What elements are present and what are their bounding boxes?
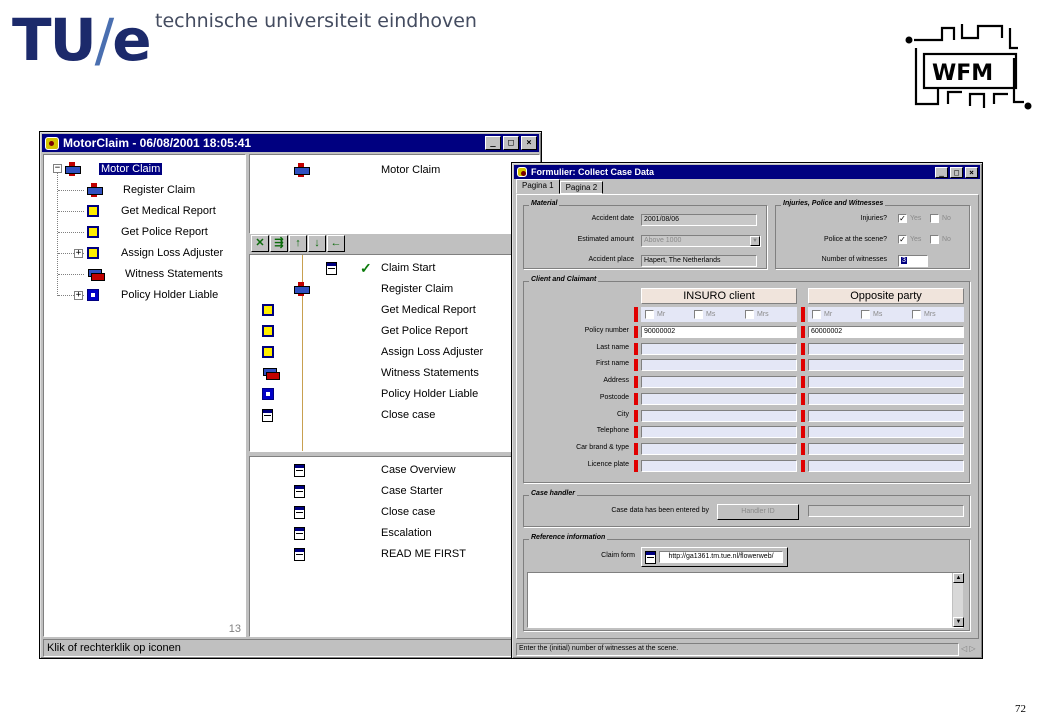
tree-item-get-medical-report[interactable] bbox=[87, 202, 216, 220]
task-icon bbox=[87, 247, 99, 259]
formulier-titlebar[interactable] bbox=[514, 165, 980, 179]
client-city-field[interactable] bbox=[641, 410, 797, 422]
tree-root-label: Motor Claim bbox=[101, 163, 161, 175]
step-label: Close case bbox=[381, 409, 436, 421]
client-policy-number-field[interactable]: 90000002 bbox=[641, 326, 797, 338]
document-icon bbox=[326, 262, 337, 275]
tab-pagina-2[interactable]: Pagina 2 bbox=[560, 181, 604, 194]
required-marker bbox=[801, 426, 805, 438]
multi-process-icon bbox=[87, 267, 103, 281]
document-list-pane bbox=[249, 456, 540, 637]
move-up-button[interactable]: ↑ bbox=[289, 235, 307, 252]
document-read-me-first[interactable] bbox=[294, 545, 305, 563]
checkmark-icon: ✓ bbox=[360, 259, 372, 276]
document-icon bbox=[262, 409, 273, 422]
material-title: Material bbox=[531, 200, 558, 207]
material-group bbox=[523, 200, 767, 269]
claim-form-url[interactable]: http://ga1361.tm.tue.nl/flowerweb/ bbox=[659, 551, 783, 563]
nav-arrows-icon[interactable]: ◁ ▷ bbox=[961, 644, 976, 653]
step-assign-loss-adjuster[interactable] bbox=[262, 343, 274, 361]
item-count: 13 bbox=[228, 623, 241, 635]
opposite-address-field[interactable] bbox=[808, 376, 964, 388]
scroll-down-icon[interactable]: ▼ bbox=[953, 617, 964, 627]
client-address-field[interactable] bbox=[641, 376, 797, 388]
document-close-case[interactable] bbox=[294, 503, 305, 521]
field-label-licence-plate: Licence plate bbox=[587, 460, 629, 468]
close-button[interactable]: × bbox=[521, 136, 537, 150]
step-witness-statements[interactable] bbox=[262, 364, 278, 382]
process-icon bbox=[294, 163, 308, 177]
step-label: Policy Holder Liable bbox=[381, 388, 479, 400]
form-page bbox=[516, 194, 979, 639]
step-label: Assign Loss Adjuster bbox=[381, 346, 484, 358]
required-marker bbox=[801, 307, 805, 322]
injuries-yes-checkbox[interactable]: ✓ Yes bbox=[899, 214, 922, 223]
document-label: Case Starter bbox=[381, 485, 443, 497]
required-marker bbox=[801, 460, 805, 472]
client-telephone-field[interactable] bbox=[641, 426, 797, 438]
document-case-starter[interactable] bbox=[294, 482, 305, 500]
required-marker bbox=[801, 410, 805, 422]
reference-notes-textarea[interactable] bbox=[527, 572, 963, 628]
expand-toggle[interactable]: + bbox=[75, 290, 82, 300]
tree-root[interactable] bbox=[65, 160, 162, 178]
required-marker bbox=[634, 460, 638, 472]
motorclaim-titlebar[interactable] bbox=[42, 134, 539, 152]
tue-logo: TU/e bbox=[12, 6, 150, 74]
client-first-name-field[interactable] bbox=[641, 359, 797, 371]
required-marker bbox=[634, 393, 638, 405]
injuries-no-checkbox[interactable]: No bbox=[930, 214, 951, 223]
task-icon bbox=[262, 325, 274, 337]
document-icon bbox=[294, 464, 305, 477]
required-marker bbox=[801, 343, 805, 355]
document-label: Case Overview bbox=[381, 464, 456, 476]
opposite-licence-plate-field[interactable] bbox=[808, 460, 964, 472]
opposite-city-field[interactable] bbox=[808, 410, 964, 422]
required-marker bbox=[801, 393, 805, 405]
tree-item-label: Assign Loss Adjuster bbox=[121, 247, 224, 259]
task-icon bbox=[262, 346, 274, 358]
expand-toggle[interactable]: + bbox=[75, 248, 82, 258]
document-label: Escalation bbox=[381, 527, 432, 539]
tree-item-label: Get Police Report bbox=[121, 226, 208, 238]
opposite-ms-checkbox[interactable]: Ms bbox=[861, 310, 882, 319]
step-get-police-report[interactable] bbox=[262, 322, 274, 340]
process-icon bbox=[87, 183, 101, 197]
motorclaim-window bbox=[39, 131, 542, 659]
step-label: Get Police Report bbox=[381, 325, 468, 337]
client-postcode-field[interactable] bbox=[641, 393, 797, 405]
police-no-checkbox[interactable]: No bbox=[930, 235, 951, 244]
task-icon bbox=[262, 304, 274, 316]
cut-button[interactable]: ✕ bbox=[251, 235, 269, 252]
step-get-medical-report[interactable] bbox=[262, 301, 274, 319]
injuries-group bbox=[775, 200, 970, 269]
task-icon bbox=[87, 205, 99, 217]
required-marker bbox=[634, 343, 638, 355]
document-icon bbox=[294, 527, 305, 540]
field-label-first-name: First name bbox=[595, 360, 629, 368]
estimated-amount-label: Estimated amount bbox=[577, 236, 634, 243]
opposite-party-header: Opposite party bbox=[808, 288, 964, 304]
process-header-label: Motor Claim bbox=[381, 164, 441, 176]
client-group bbox=[523, 276, 970, 483]
accident-date-label: Accident date bbox=[591, 215, 634, 222]
step-claim-start[interactable] bbox=[326, 259, 337, 277]
step-list-pane bbox=[249, 254, 540, 452]
minimize-button[interactable]: _ bbox=[935, 167, 948, 178]
app-icon bbox=[517, 167, 527, 177]
required-marker bbox=[801, 359, 805, 371]
multi-process-icon bbox=[262, 366, 278, 380]
estimated-amount-select[interactable]: Above 1000 ▼ bbox=[641, 235, 761, 247]
field-label-address: Address bbox=[603, 377, 629, 385]
document-icon bbox=[645, 551, 656, 564]
document-icon bbox=[294, 548, 305, 561]
step-register-claim[interactable] bbox=[294, 280, 308, 298]
formulier-window bbox=[511, 162, 983, 659]
client-licence-plate-field[interactable] bbox=[641, 460, 797, 472]
client-ms-checkbox[interactable]: Ms bbox=[694, 310, 715, 319]
document-icon bbox=[294, 485, 305, 498]
client-mr-checkbox[interactable]: Mr bbox=[645, 310, 665, 319]
witnesses-label: Number of witnesses bbox=[821, 256, 887, 263]
process-header-row[interactable] bbox=[294, 161, 308, 179]
page-number: 72 bbox=[1015, 703, 1026, 715]
document-icon bbox=[294, 506, 305, 519]
field-label-city: City bbox=[616, 410, 629, 418]
tab-pagina-1[interactable]: Pagina 1 bbox=[516, 179, 560, 194]
merge-button[interactable]: ⇶ bbox=[270, 235, 288, 252]
document-escalation[interactable] bbox=[294, 524, 305, 542]
opposite-postcode-field[interactable] bbox=[808, 393, 964, 405]
wfm-logo-text: WFM bbox=[932, 61, 994, 86]
case-handler-label: Case data has been entered by bbox=[611, 507, 709, 514]
injuries-title: Injuries, Police and Witnesses bbox=[783, 200, 884, 207]
required-marker bbox=[634, 307, 638, 322]
field-label-car-brand-type: Car brand & type bbox=[576, 443, 629, 451]
process-tree bbox=[43, 154, 246, 637]
step-label: Witness Statements bbox=[381, 367, 479, 379]
police-yes-checkbox[interactable]: ✓ Yes bbox=[899, 235, 922, 244]
claim-form-link-button[interactable] bbox=[641, 547, 788, 567]
reference-group bbox=[523, 534, 970, 631]
step-policy-holder-liable[interactable] bbox=[262, 385, 274, 403]
handler-id-field[interactable] bbox=[808, 505, 964, 517]
required-marker bbox=[634, 426, 638, 438]
opposite-mrs-checkbox[interactable]: Mrs bbox=[912, 310, 936, 319]
tree-item-policy-holder-liable[interactable] bbox=[87, 286, 218, 304]
atomic-task-icon bbox=[87, 289, 99, 301]
minimize-button[interactable]: _ bbox=[485, 136, 501, 150]
accident-place-label: Accident place bbox=[588, 256, 634, 263]
claim-form-label: Claim form bbox=[601, 552, 635, 559]
process-icon bbox=[65, 162, 79, 176]
maximize-button[interactable]: □ bbox=[950, 167, 963, 178]
injuries-label: Injuries? bbox=[860, 215, 887, 222]
opposite-car-brand-type-field[interactable] bbox=[808, 443, 964, 455]
step-close-case[interactable] bbox=[262, 406, 273, 424]
university-name: technische universiteit eindhoven bbox=[155, 10, 477, 32]
opposite-last-name-field[interactable] bbox=[808, 343, 964, 355]
tree-item-label: Get Medical Report bbox=[121, 205, 216, 217]
case-handler-title: Case handler bbox=[531, 490, 575, 497]
tree-item-get-police-report[interactable] bbox=[87, 223, 208, 241]
handler-id-button[interactable]: Handler ID bbox=[717, 504, 799, 520]
task-icon bbox=[87, 226, 99, 238]
chevron-down-icon[interactable]: ▼ bbox=[750, 236, 760, 246]
required-marker bbox=[634, 376, 638, 388]
required-marker bbox=[634, 359, 638, 371]
case-handler-group bbox=[523, 490, 970, 527]
process-icon bbox=[294, 282, 308, 296]
step-label: Claim Start bbox=[381, 262, 436, 274]
tree-item-witness-statements[interactable] bbox=[87, 265, 223, 283]
step-label: Get Medical Report bbox=[381, 304, 476, 316]
move-left-button[interactable]: ← bbox=[327, 235, 345, 252]
opposite-mr-checkbox[interactable]: Mr bbox=[812, 310, 832, 319]
required-marker bbox=[801, 376, 805, 388]
notes-scrollbar[interactable] bbox=[952, 573, 963, 627]
document-case-overview[interactable] bbox=[294, 461, 305, 479]
accident-place-field[interactable]: Hapert, The Netherlands bbox=[641, 255, 757, 267]
field-label-postcode: Postcode bbox=[599, 393, 629, 401]
client-car-brand-type-field[interactable] bbox=[641, 443, 797, 455]
tree-item-label: Register Claim bbox=[123, 184, 196, 196]
client-last-name-field[interactable] bbox=[641, 343, 797, 355]
scroll-up-icon[interactable]: ▲ bbox=[953, 573, 964, 583]
witnesses-field[interactable]: 3 bbox=[898, 255, 928, 267]
wfm-logo bbox=[902, 18, 1038, 120]
step-label: Register Claim bbox=[381, 283, 454, 295]
client-mrs-checkbox[interactable]: Mrs bbox=[745, 310, 769, 319]
tree-item-register-claim[interactable] bbox=[87, 181, 195, 199]
motorclaim-status: Klik of rechterklik op iconen bbox=[43, 639, 540, 657]
formulier-title: Formulier: Collect Case Data bbox=[531, 167, 655, 177]
tree-item-label: Policy Holder Liable bbox=[121, 289, 219, 301]
field-label-policy-number: Policy number bbox=[584, 327, 629, 334]
opposite-first-name-field[interactable] bbox=[808, 359, 964, 371]
app-icon bbox=[45, 137, 59, 150]
required-marker bbox=[634, 410, 638, 422]
close-button[interactable]: × bbox=[965, 167, 978, 178]
required-marker bbox=[801, 326, 805, 338]
opposite-telephone-field[interactable] bbox=[808, 426, 964, 438]
formulier-status: Enter the (initial) number of witnesses at the scene. bbox=[516, 643, 959, 656]
accident-date-field[interactable]: 2001/08/06 bbox=[641, 214, 757, 226]
tree-item-assign-loss-adjuster[interactable] bbox=[87, 244, 223, 262]
document-label: READ ME FIRST bbox=[381, 548, 466, 560]
field-label-telephone: Telephone bbox=[596, 427, 629, 435]
form-tabs bbox=[516, 181, 603, 194]
move-down-button[interactable]: ↓ bbox=[308, 235, 326, 252]
client-title: Client and Claimant bbox=[531, 276, 597, 283]
police-label: Police at the scene? bbox=[823, 236, 887, 243]
document-label: Close case bbox=[381, 506, 436, 518]
collapse-toggle[interactable]: − bbox=[54, 163, 61, 173]
motorclaim-title: MotorClaim - 06/08/2001 18:05:41 bbox=[63, 136, 252, 150]
required-marker bbox=[634, 443, 638, 455]
process-header-pane bbox=[249, 154, 540, 234]
reference-title: Reference information bbox=[531, 534, 606, 541]
opposite-policy-number-field[interactable]: 60000002 bbox=[808, 326, 964, 338]
field-label-last-name: Last name bbox=[596, 343, 629, 351]
step-toolbar bbox=[249, 234, 540, 254]
atomic-task-icon bbox=[262, 388, 274, 400]
insuro-client-header: INSURO client bbox=[641, 288, 797, 304]
required-marker bbox=[634, 326, 638, 338]
required-marker bbox=[801, 443, 805, 455]
maximize-button[interactable]: □ bbox=[503, 136, 519, 150]
tree-item-label: Witness Statements bbox=[125, 268, 223, 280]
